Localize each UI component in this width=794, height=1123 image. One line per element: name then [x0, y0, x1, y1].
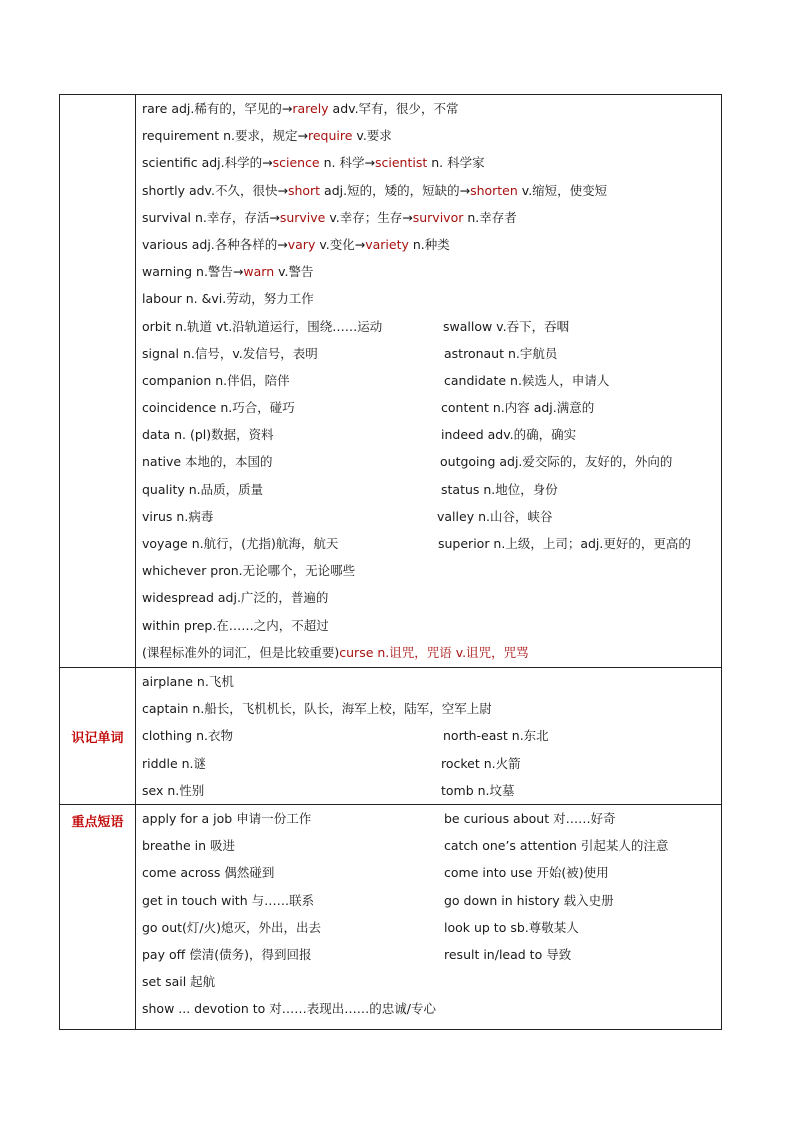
entry-left: sex n.性别	[142, 782, 205, 798]
entry-right: result in/lead to 导致	[444, 946, 572, 962]
entry-left: apply for a job 申请一份工作	[142, 811, 312, 826]
entry-line	[136, 612, 721, 639]
entry-left: signal n.信号，v.发信号，表明	[142, 345, 318, 361]
entry-right: swallow v.吞下，吞咽	[443, 318, 570, 334]
entry-left: set sail 起航	[142, 974, 216, 990]
entry-line	[136, 340, 721, 367]
section-row-key-phrases	[60, 805, 722, 1030]
entry-left: riddle n.谜	[142, 755, 207, 771]
entry-text: within prep.在……之内，不超过	[142, 617, 329, 633]
entry-text: rare adj.稀有的，罕见的→	[142, 101, 293, 116]
entry-line	[136, 367, 721, 394]
entry-text: n. 科学家	[427, 155, 485, 171]
entry-left: pay off 偿清(债务)，得到回报	[142, 946, 312, 962]
entry-text: warning n.警告→	[142, 264, 244, 280]
entry-left: clothing n.衣物	[142, 728, 234, 744]
entry-line	[136, 914, 721, 941]
entry-right: status n.地位，身份	[441, 481, 558, 497]
entry-line	[136, 122, 721, 149]
entry-text: scientific adj.科学的→	[142, 155, 273, 171]
entry-right: tomb n.坟墓	[441, 782, 515, 798]
entry-left: coincidence n.巧合，碰巧	[142, 400, 295, 416]
entry-left: quality n.品质，质量	[142, 481, 264, 497]
entry-line	[136, 95, 721, 122]
entry-right: go down in history 载入史册	[444, 892, 614, 908]
entry-line	[136, 584, 721, 611]
entry-text: n. 科学→	[319, 155, 375, 171]
entry-line	[136, 231, 721, 258]
derived-word: shorten	[470, 182, 518, 198]
entry-line	[136, 557, 721, 584]
derived-word: short	[287, 182, 321, 198]
entry-text: v.警告	[274, 264, 314, 280]
derived-word: survivor	[412, 209, 464, 225]
entry-left: airplane n.飞机	[142, 674, 234, 689]
section-row-core-words	[60, 95, 722, 668]
entry-text: various adj.各种各样的→	[142, 236, 288, 252]
entry-line	[136, 832, 721, 859]
entry-text: requirement n.要求，规定→	[142, 128, 308, 144]
entry-text: adj.短的，矮的，短缺的→	[320, 182, 471, 198]
entry-line	[136, 530, 721, 557]
entry-right: candidate n.候选人，申请人	[444, 372, 610, 388]
derived-word: variety	[365, 236, 409, 252]
section-label-cell	[60, 95, 136, 668]
entry-text: v.幸存；生存→	[325, 209, 413, 225]
entry-text: n.幸存者	[463, 209, 517, 225]
derived-word: rarely	[292, 101, 329, 116]
entry-line	[136, 941, 721, 968]
entry-left: virus n.病毒	[142, 508, 214, 524]
entry-text: v.变化→	[315, 236, 366, 252]
entry-text: labour n. &vi.劳动，努力工作	[142, 291, 314, 307]
entry-right: astronaut n.宇航员	[444, 345, 558, 361]
section-label: 识记单词	[71, 730, 124, 746]
entry-right: valley n.山谷，峡谷	[437, 508, 553, 524]
entry-line	[136, 639, 721, 666]
derived-word: scientist	[374, 155, 428, 171]
entry-line	[136, 313, 721, 340]
entry-line	[136, 805, 721, 832]
entry-line	[136, 448, 721, 475]
entry-right: catch one’s attention 引起某人的注意	[444, 838, 669, 854]
entry-text: shortly adv.不久，很快→	[142, 182, 288, 198]
entry-line	[136, 722, 721, 749]
entry-left: orbit n.轨道 vt.沿轨道运行，围绕……运动	[142, 318, 383, 334]
derived-word: require	[307, 128, 353, 144]
derived-word: vary	[287, 236, 316, 252]
entry-line	[136, 887, 721, 914]
derived-word: curse n.诅咒，咒语 v.诅咒，咒骂	[339, 644, 529, 660]
derived-word: science	[272, 155, 320, 171]
section-content-memorize-words	[136, 668, 722, 805]
section-label-cell	[60, 805, 136, 1030]
section-content-core-words	[136, 95, 722, 668]
entry-line	[136, 968, 721, 995]
entry-left: companion n.伴侣，陪伴	[142, 372, 290, 388]
entry-right: be curious about 对……好奇	[444, 811, 616, 826]
entry-right: content n.内容 adj.满意的	[441, 400, 595, 416]
entry-left: captain n.船长，飞机机长，队长，海军上校，陆军，空军上尉	[142, 701, 492, 717]
section-content-key-phrases	[136, 805, 722, 1030]
entry-text: whichever pron.无论哪个，无论哪些	[142, 563, 356, 579]
vocabulary-table	[59, 94, 722, 1030]
entry-right: north-east n.东北	[443, 728, 549, 744]
entry-left: show ... devotion to 对……表现出……的忠诚/专心	[142, 1001, 436, 1017]
entry-left: data n. (pl)数据，资料	[142, 427, 274, 443]
entry-line	[136, 258, 721, 285]
entry-line	[136, 859, 721, 886]
entry-right: outgoing adj.爱交际的，友好的，外向的	[440, 454, 673, 470]
entry-left: breathe in 吸进	[142, 838, 236, 854]
entry-line	[136, 668, 721, 695]
section-row-memorize-words	[60, 668, 722, 805]
section-label: 重点短语	[71, 815, 124, 830]
entry-text: (课程标准外的词汇，但是比较重要)	[142, 644, 340, 660]
entry-right: come into use 开始(被)使用	[444, 865, 609, 881]
entry-text: adv.罕有，很少，不常	[328, 101, 459, 116]
entry-text: survival n.幸存，存活→	[142, 209, 280, 225]
entry-line	[136, 204, 721, 231]
entry-line	[136, 177, 721, 204]
entry-left: get in touch with 与……联系	[142, 892, 315, 908]
entry-line	[136, 995, 721, 1022]
entry-line	[136, 394, 721, 421]
derived-word: warn	[243, 264, 275, 280]
entry-text: v.要求	[352, 128, 392, 144]
entry-left: come across 偶然碰到	[142, 865, 275, 881]
entry-line	[136, 285, 721, 312]
entry-right: superior n.上级，上司；adj.更好的，更高的	[438, 536, 691, 551]
entry-line	[136, 695, 721, 722]
entry-right: rocket n.火箭	[441, 755, 521, 771]
entry-line	[136, 750, 721, 777]
section-label-cell	[60, 668, 136, 805]
entry-text: n.种类	[408, 236, 450, 252]
derived-word: survive	[279, 209, 326, 225]
entry-line	[136, 777, 721, 804]
entry-right: look up to sb.尊敬某人	[444, 919, 579, 935]
entry-text: widespread adj.广泛的，普遍的	[142, 590, 329, 606]
entry-right: indeed adv.的确，确实	[441, 427, 577, 443]
entry-left: native 本地的，本国的	[142, 454, 273, 470]
entry-line	[136, 476, 721, 503]
entry-line	[136, 503, 721, 530]
entry-left: voyage n.航行，(尤指)航海，航天	[142, 536, 339, 551]
entry-text: v.缩短，使变短	[517, 182, 608, 198]
entry-line	[136, 149, 721, 176]
entry-line	[136, 421, 721, 448]
entry-left: go out(灯/火)熄灭，外出，出去	[142, 919, 321, 935]
